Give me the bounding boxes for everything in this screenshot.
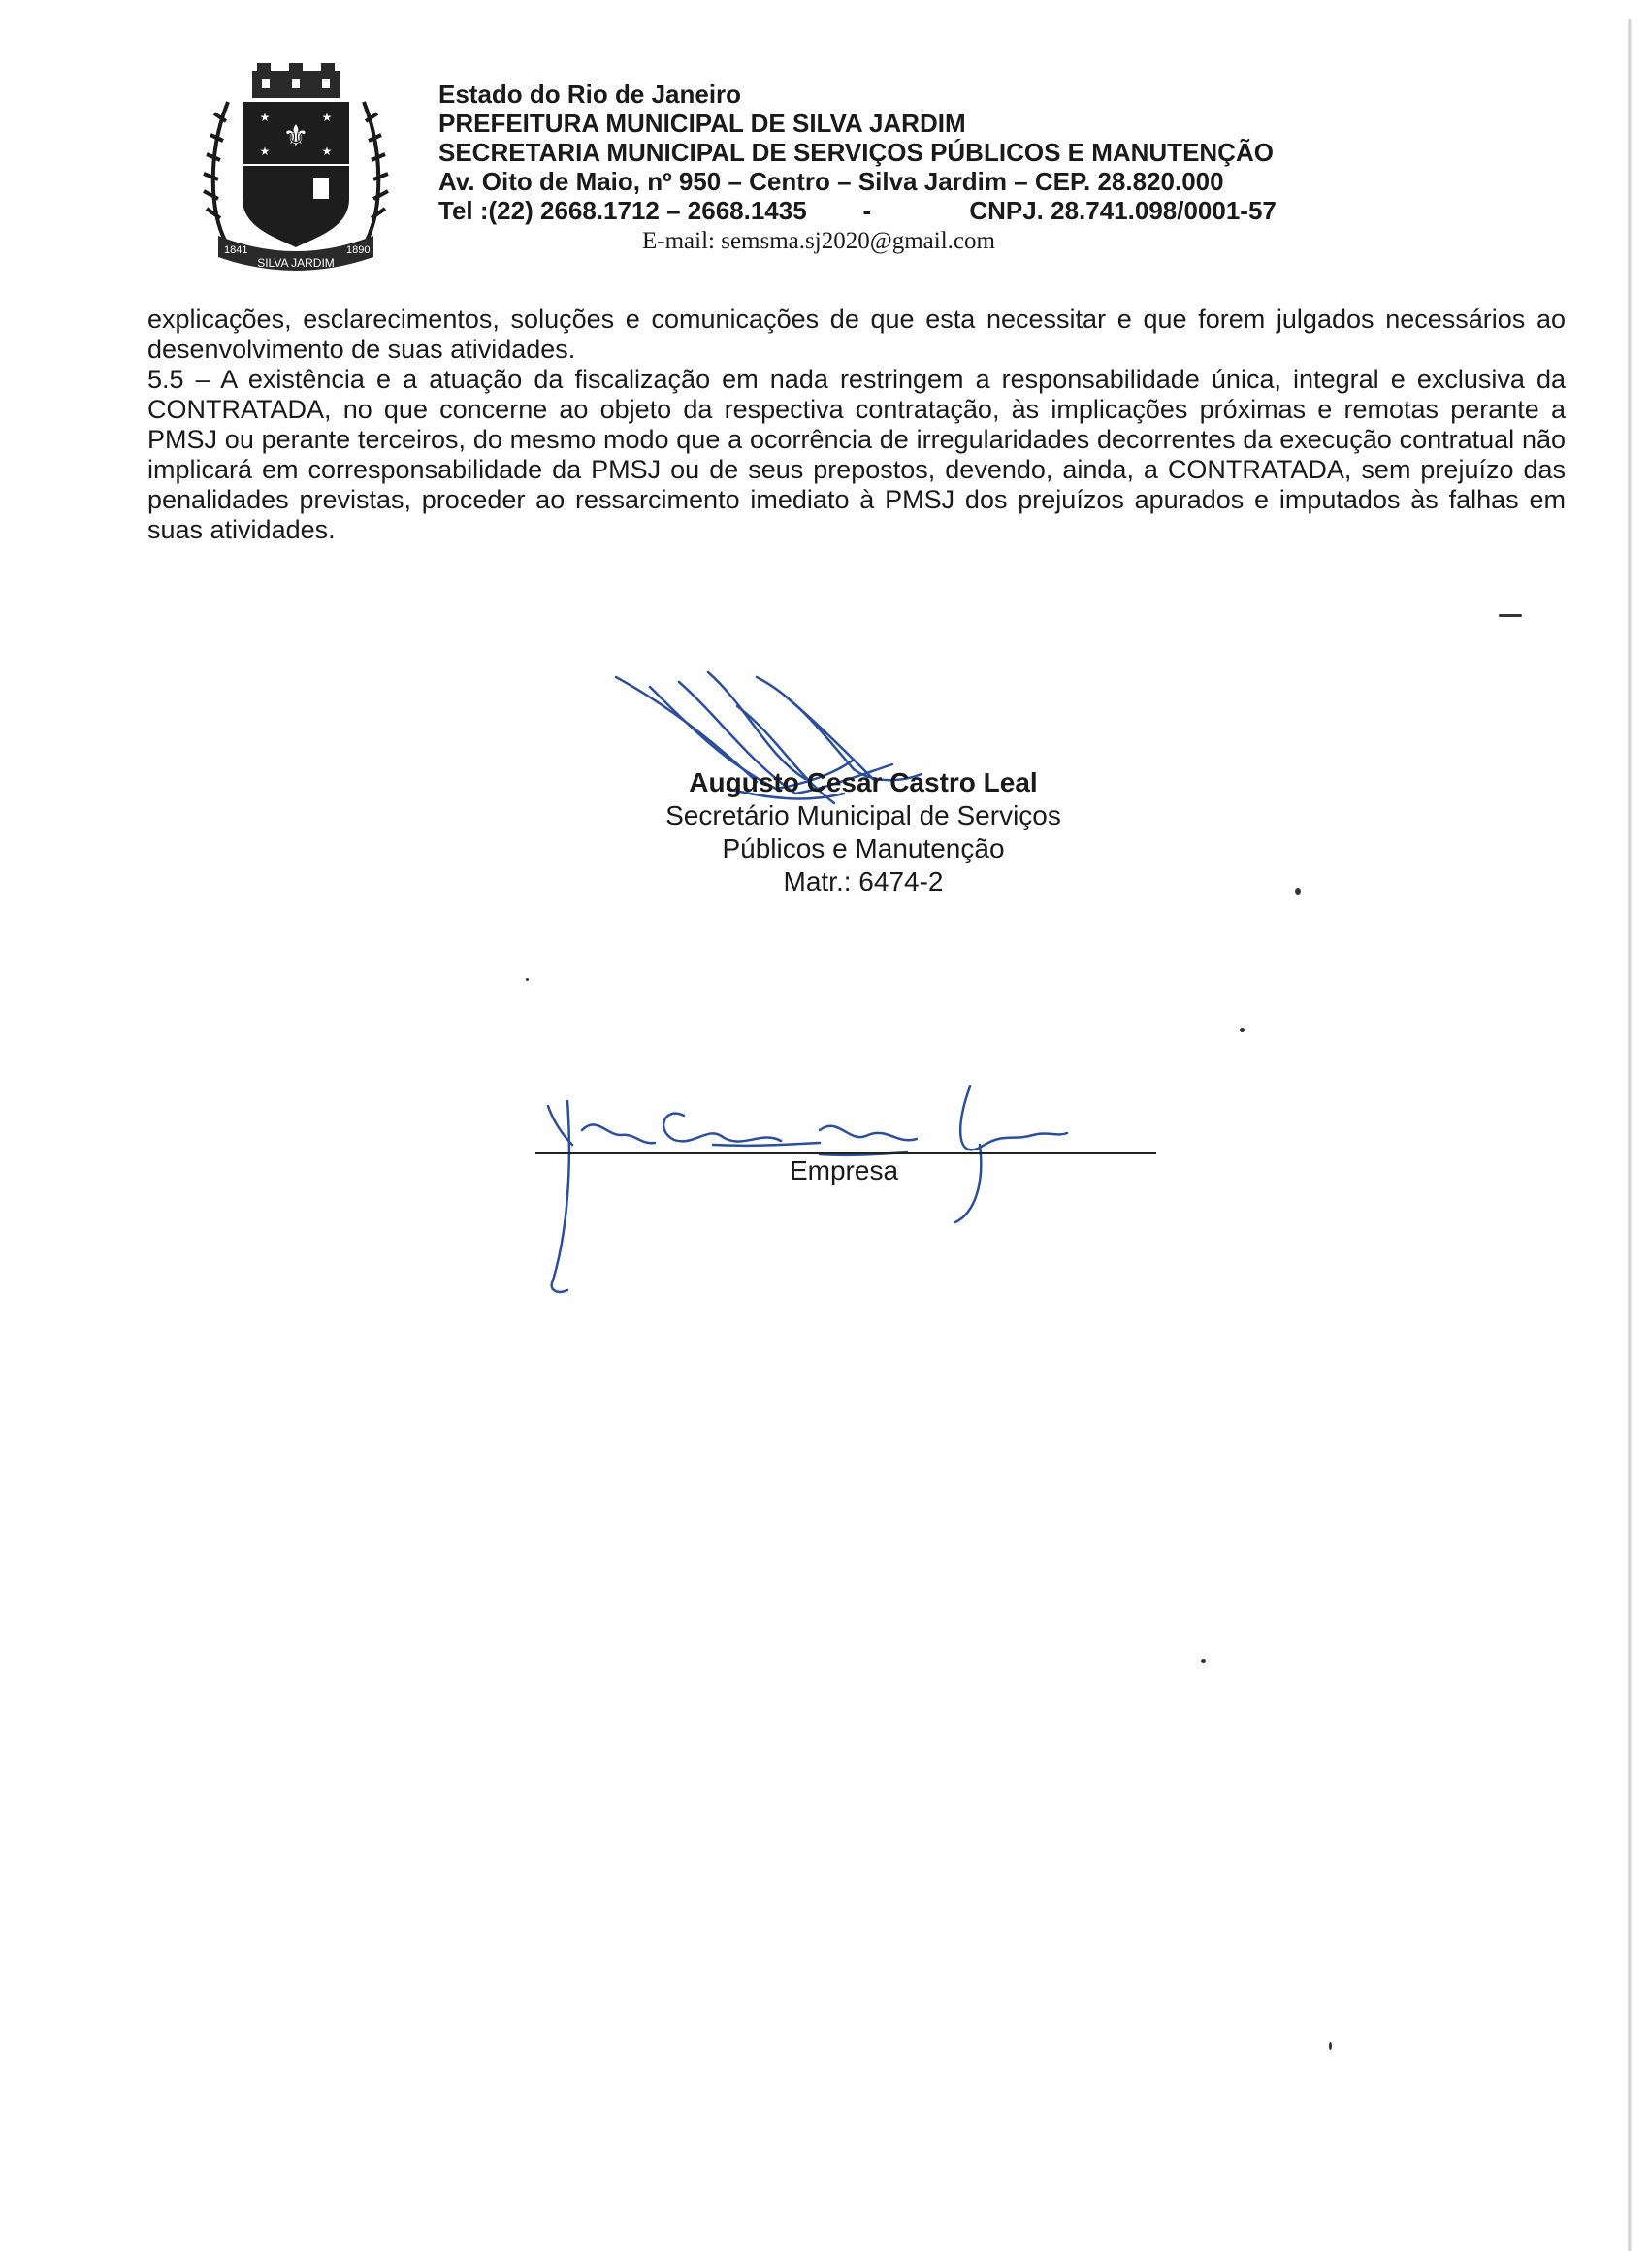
svg-text:★: ★ bbox=[259, 111, 271, 124]
signatory-name: Augusto Cesar Castro Leal bbox=[689, 767, 1038, 797]
header-email: E-mail: semsma.sj2020@gmail.com bbox=[642, 228, 995, 254]
header-address: Av. Oito de Maio, nº 950 – Centro – Silva Jardim – CEP. 28.820.000 bbox=[438, 167, 1224, 196]
svg-text:⚜: ⚜ bbox=[282, 119, 309, 153]
company-signature-label: Empresa bbox=[789, 1155, 899, 1185]
laurel-left-icon bbox=[204, 102, 228, 243]
signatory-registration: Matr.: 6474-2 bbox=[783, 866, 944, 896]
mural-crown-icon bbox=[252, 63, 340, 98]
scan-edge bbox=[1628, 19, 1632, 2251]
crest-year-right: 1890 bbox=[346, 244, 371, 256]
company-signature-scribble bbox=[529, 1077, 1072, 1300]
header-phone: Tel :(22) 2668.1712 – 2668.1435 bbox=[438, 196, 807, 225]
paragraph-clause-5-5: 5.5 – A existência e a atuação da fiscalização em nada restringem a responsabilidade única, integral e exclusiva da CONTRATADA, no que concerne ao objeto da respectiva contratação, às implicações próximas e remotas perante a PMSJ ou perante terceiros, do mesmo modo que a ocorrência de irregularidades decorrentes da execução contratual não implicará em corresponsabilidade da PMSJ ou de seus prepostos, devendo, ainda, a CONTRATADA, sem prejuízo das penalidades previstas, proceder ao ressarcimento imediato à PMSJ dos prejuízos apurados e imputados às falhas em suas atividades. bbox=[147, 365, 1566, 544]
svg-text:★: ★ bbox=[259, 145, 271, 158]
letterhead bbox=[438, 80, 1408, 256]
header-secretaria: SECRETARIA MUNICIPAL DE SERVIÇOS PÚBLICOS E MANUTENÇÃO bbox=[438, 138, 1274, 167]
header-prefeitura: PREFEITURA MUNICIPAL DE SILVA JARDIM bbox=[438, 109, 966, 138]
crest-banner-text: SILVA JARDIM bbox=[257, 256, 335, 270]
scan-speck bbox=[526, 978, 529, 981]
header-separator: - bbox=[862, 196, 872, 225]
coat-of-arms-logo bbox=[199, 63, 393, 272]
crest-year-left: 1841 bbox=[224, 244, 248, 256]
paragraph-continuation: explicações, esclarecimentos, soluções e comunicações de que esta necessitar e que forem julgados necessários ao desenvolvimento de suas atividades. bbox=[147, 305, 1566, 364]
scan-speck bbox=[1201, 1659, 1206, 1663]
svg-text:★: ★ bbox=[321, 111, 333, 124]
scan-speck bbox=[1329, 2042, 1332, 2050]
svg-text:★: ★ bbox=[321, 145, 333, 158]
signatory-title-line-1: Secretário Municipal de Serviços bbox=[665, 800, 1061, 830]
document-body bbox=[147, 305, 1566, 545]
signatory-title-line-2: Públicos e Manutenção bbox=[722, 833, 1005, 863]
laurel-right-icon bbox=[364, 102, 388, 243]
header-cnpj: CNPJ. 28.741.098/0001-57 bbox=[969, 196, 1277, 225]
scan-speck bbox=[1240, 1028, 1245, 1032]
header-contact-row bbox=[438, 196, 1408, 225]
scan-speck bbox=[1499, 614, 1522, 617]
header-state: Estado do Rio de Janeiro bbox=[438, 80, 742, 109]
scan-speck bbox=[1295, 888, 1301, 895]
signatory-block bbox=[621, 766, 1106, 898]
